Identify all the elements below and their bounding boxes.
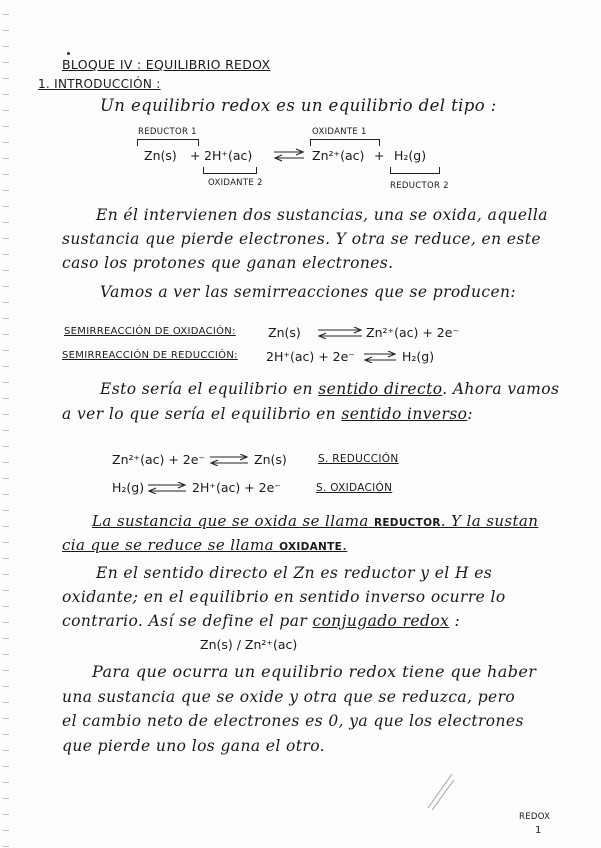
bracket-reductor-2 xyxy=(390,167,440,174)
semi-red-right: H₂(g) xyxy=(402,349,435,364)
binder-perforation xyxy=(3,414,9,415)
binder-perforation xyxy=(3,110,9,111)
binder-perforation xyxy=(3,14,9,15)
para2: Vamos a ver las semirreacciones que se producen: xyxy=(100,283,517,301)
definition-line2 xyxy=(62,536,347,554)
binder-perforation xyxy=(3,174,9,175)
intro-line: Un equilibrio redox es un equilibrio del tipo : xyxy=(100,96,497,115)
sentido-directo-term: sentido directo xyxy=(318,380,443,398)
binder-perforation xyxy=(3,206,9,207)
label-reductor-1: REDUCTOR 1 xyxy=(138,127,197,137)
para4-line1: En el sentido directo el Zn es reductor y el H es xyxy=(96,564,493,582)
binder-perforation xyxy=(3,654,9,655)
inverse-r1-left: Zn²⁺(ac) + 2e⁻ xyxy=(112,452,206,467)
para4-line3 xyxy=(62,612,460,630)
binder-perforation xyxy=(3,526,9,527)
binder-perforation xyxy=(3,478,9,479)
binder-perforation xyxy=(3,78,9,79)
para3-text-f: : xyxy=(467,405,474,423)
inverse-r2-left: H₂(g) xyxy=(112,480,145,495)
binder-perforation xyxy=(3,190,9,191)
binder-perforation xyxy=(3,590,9,591)
binder-perforation xyxy=(3,542,9,543)
binder-perforation xyxy=(3,686,9,687)
para5-line3: el cambio neto de electrones es 0, ya que los electrones xyxy=(62,712,524,730)
footer-label: REDOX xyxy=(519,812,551,822)
binder-perforation xyxy=(3,750,9,751)
conjugate-pair: Zn(s) / Zn²⁺(ac) xyxy=(200,637,298,652)
binder-perforation xyxy=(3,302,9,303)
reaction-zn-ion: Zn²⁺(ac) xyxy=(312,148,365,163)
label-reductor-2: REDUCTOR 2 xyxy=(390,181,449,191)
section-heading: 1. INTRODUCCIÓN : xyxy=(38,77,161,91)
label-oxidante-1: OXIDANTE 1 xyxy=(312,127,367,137)
definition-text-c: . Y la sustan xyxy=(440,512,539,530)
semi-ox-arrow-icon xyxy=(316,327,364,339)
binder-perforation xyxy=(3,350,9,351)
equilibrium-arrow-icon xyxy=(272,148,306,162)
label-oxidante-2: OXIDANTE 2 xyxy=(208,178,263,188)
binder-perforation xyxy=(3,318,9,319)
binder-perforation xyxy=(3,814,9,815)
binder-perforation xyxy=(3,510,9,511)
bracket-reductor-1 xyxy=(137,139,199,146)
binder-perforation xyxy=(3,238,9,239)
definition-text-d: cia que se reduce se llama xyxy=(62,536,274,554)
binder-perforation xyxy=(3,46,9,47)
binder-perforation xyxy=(3,286,9,287)
page-number: 1 xyxy=(535,825,542,836)
semi-ox-label: SEMIRREACCIÓN DE OXIDACIÓN: xyxy=(64,326,236,337)
definition-line1 xyxy=(92,512,538,530)
definition-text-a: La sustancia que se oxida se llama xyxy=(92,512,369,530)
para3-text-d: a ver lo que sería el equilibrio en xyxy=(62,405,337,423)
inverse-r1-label: S. REDUCCIÓN xyxy=(318,453,399,465)
binder-perforation xyxy=(3,334,9,335)
semi-red-left: 2H⁺(ac) + 2e⁻ xyxy=(266,349,355,364)
binder-perforation xyxy=(3,638,9,639)
binder-perforation xyxy=(3,398,9,399)
inverse-r1-right: Zn(s) xyxy=(254,452,287,467)
binder-perforation xyxy=(3,366,9,367)
binder-perforation xyxy=(3,126,9,127)
inverse-r2-right: 2H⁺(ac) + 2e⁻ xyxy=(192,480,281,495)
semi-ox-right: Zn²⁺(ac) + 2e⁻ xyxy=(366,325,460,340)
binder-perforation xyxy=(3,782,9,783)
binder-perforation xyxy=(3,30,9,31)
binder-perforation xyxy=(3,846,9,847)
binder-perforation xyxy=(3,766,9,767)
reaction-plus-1: + xyxy=(190,148,201,163)
para3-text-a: Esto sería el equilibrio en xyxy=(100,380,313,398)
binder-perforation xyxy=(3,158,9,159)
bracket-oxidante-1 xyxy=(310,139,380,146)
pencil-stroke-mark xyxy=(424,768,458,812)
para3-text-c: . Ahora vamos xyxy=(442,380,560,398)
semi-ox-left: Zn(s) xyxy=(268,325,301,340)
binder-perforation xyxy=(3,222,9,223)
binder-perforation xyxy=(3,830,9,831)
binder-perforation xyxy=(3,382,9,383)
binder-perforation xyxy=(3,142,9,143)
semi-red-arrow-icon xyxy=(362,351,398,363)
binder-perforation xyxy=(3,558,9,559)
para1-line2: sustancia que pierde electrones. Y otra se reduce, en este xyxy=(62,230,541,248)
semi-red-label: SEMIRREACCIÓN DE REDUCCIÓN: xyxy=(62,350,238,361)
oxidante-term: OXIDANTE xyxy=(279,541,343,553)
page-title: BLOQUE IV : EQUILIBRIO REDOX xyxy=(62,57,271,72)
reductor-term: REDUCTOR xyxy=(373,517,441,529)
binder-perforation xyxy=(3,270,9,271)
reaction-plus-2: + xyxy=(374,148,385,163)
binder-margin xyxy=(0,0,14,848)
definition-text-f: . xyxy=(342,536,348,554)
para4-text-a: contrario. Así se define el par xyxy=(62,612,308,630)
reaction-protons: 2H⁺(ac) xyxy=(204,148,253,163)
binder-perforation xyxy=(3,446,9,447)
para5-line1: Para que ocurra un equilibrio redox tiene que haber xyxy=(92,662,537,681)
binder-perforation xyxy=(3,702,9,703)
para5-line2: una sustancia que se oxide y otra que se reduzca, pero xyxy=(62,688,516,706)
binder-perforation xyxy=(3,718,9,719)
binder-perforation xyxy=(3,462,9,463)
binder-perforation xyxy=(3,622,9,623)
inverse-r1-arrow-icon xyxy=(208,454,250,466)
para1-line1: En él intervienen dos sustancias, una se oxida, aquella xyxy=(96,206,548,224)
para4-text-c: : xyxy=(454,612,461,630)
stray-mark xyxy=(67,52,70,55)
inverse-r2-arrow-icon xyxy=(146,482,188,494)
para5-line4: que pierde uno los gana el otro. xyxy=(62,737,326,755)
para3-line1 xyxy=(100,380,559,398)
binder-perforation xyxy=(3,574,9,575)
binder-perforation xyxy=(3,734,9,735)
para1-line3: caso los protones que ganan electrones. xyxy=(62,254,394,272)
binder-perforation xyxy=(3,254,9,255)
reaction-hydrogen: H₂(g) xyxy=(394,148,427,163)
binder-perforation xyxy=(3,62,9,63)
sentido-inverso-term: sentido inverso xyxy=(341,405,468,423)
inverse-r2-label: S. OXIDACIÓN xyxy=(316,482,393,494)
bracket-oxidante-2 xyxy=(203,167,257,174)
para3-line2 xyxy=(62,405,473,423)
binder-perforation xyxy=(3,430,9,431)
binder-perforation xyxy=(3,606,9,607)
binder-perforation xyxy=(3,494,9,495)
para4-line2: oxidante; en el equilibrio en sentido inverso ocurre lo xyxy=(62,588,506,606)
binder-perforation xyxy=(3,798,9,799)
reaction-zn: Zn(s) xyxy=(144,148,177,163)
binder-perforation xyxy=(3,94,9,95)
conjugado-redox-term: conjugado redox xyxy=(312,612,450,630)
binder-perforation xyxy=(3,670,9,671)
